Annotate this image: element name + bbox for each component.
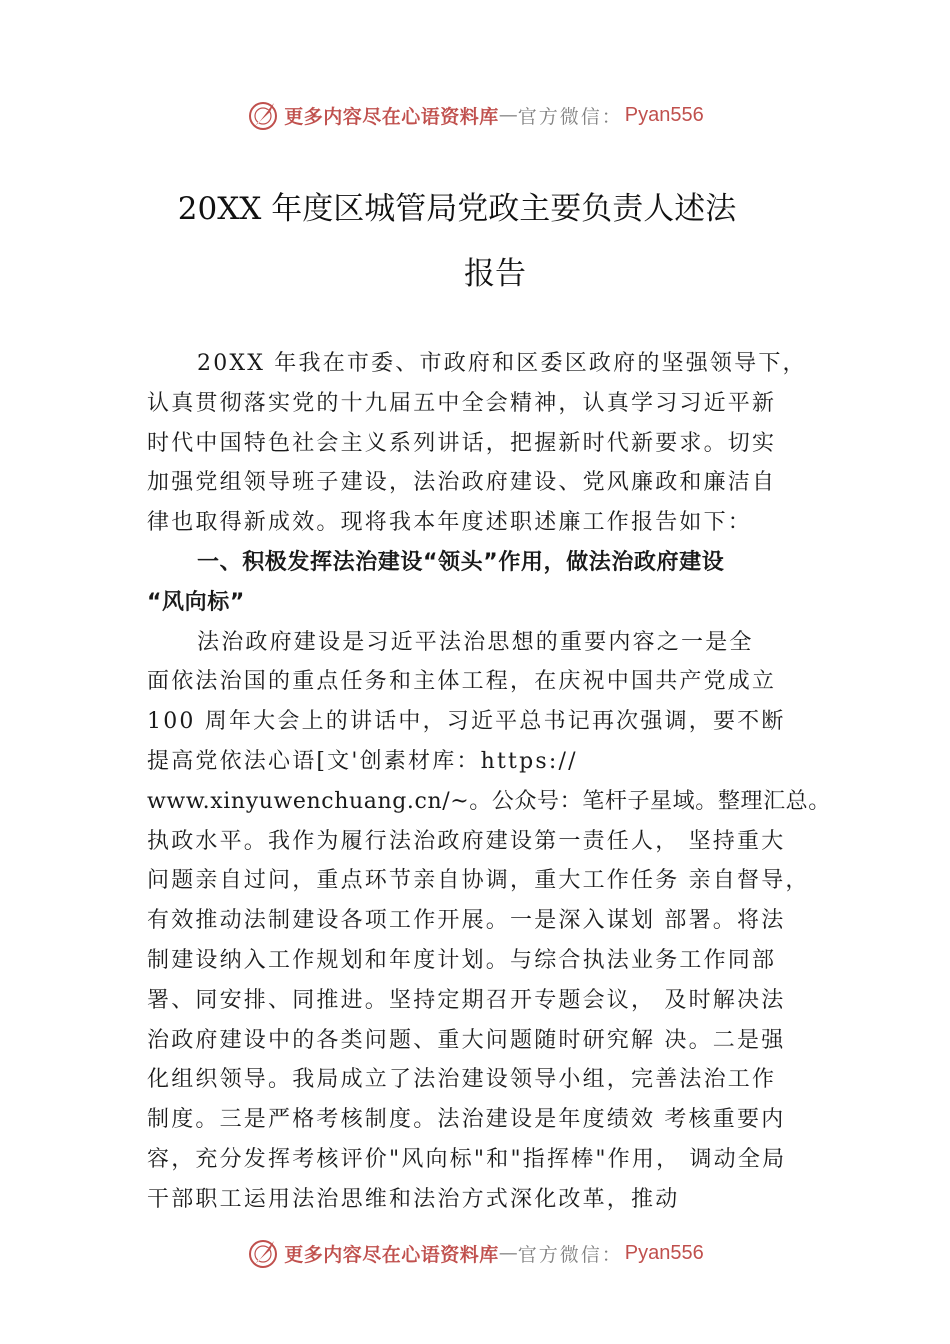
- text-line: 有效推动法制建设各项工作开展。一是深入谋划 部署。将法: [147, 908, 786, 934]
- document-title-line-2: 报告: [464, 256, 526, 292]
- text-line: 20XX 年我在市委、市政府和区委区政府的坚强领导下，: [197, 351, 807, 376]
- heading-line: 一、积极发挥法治建设“领头”作用，做法治政府建设: [197, 549, 725, 575]
- text-line: 100 周年大会上的讲话中，习近平总书记再次强调，要不断: [147, 709, 786, 735]
- banner-site-text: 更多内容尽在心语资料库: [284, 1243, 499, 1266]
- text-line: 问题亲自过问，重点环节亲自协调，重大工作任务 亲自督导，: [147, 868, 810, 894]
- text-line: 加强党组领导班子建设，法治政府建设、党风廉政和廉洁自: [147, 470, 777, 496]
- section-1-paragraph: [147, 623, 847, 1220]
- text-line: 制建设纳入工作规划和年度计划。与综合执法业务工作同部: [147, 947, 777, 973]
- footer-watermark-banner: [0, 1233, 950, 1273]
- quill-seal-icon: [246, 98, 280, 132]
- section-heading-1: [147, 543, 847, 623]
- text-line: 署、同安排、同推进。坚持定期召开专题会议， 及时解决法: [147, 987, 786, 1013]
- text-line: 治政府建设中的各类问题、重大问题随时研究解 决。二是强: [147, 1027, 786, 1053]
- banner-wechat-label: 官方微信：: [517, 1243, 623, 1266]
- intro-paragraph: [147, 344, 847, 543]
- text-line: 容，充分发挥考核评价"风向标"和"指挥棒"作用， 调动全局: [147, 1146, 787, 1172]
- text-line: 化组织领导。我局成立了法治建设领导小组，完善法治工作: [147, 1067, 777, 1093]
- quill-seal-icon: [246, 1236, 280, 1270]
- document-body: [147, 344, 847, 1220]
- text-line: 提高党依法心语[文'创素材库：https://: [147, 748, 578, 774]
- heading-line: “风向标”: [147, 589, 245, 615]
- text-line: 认真贯彻落实党的十九届五中全会精神，认真学习习近平新: [147, 390, 777, 416]
- banner-separator: —: [498, 1242, 518, 1264]
- document-title-line-1: 20XX 年度区城管局党政主要负责人述法: [177, 191, 737, 227]
- banner-site-text: 更多内容尽在心语资料库: [284, 105, 499, 128]
- banner-wechat-id: Pyan556: [624, 1241, 704, 1264]
- banner-separator: —: [498, 104, 518, 126]
- text-line: 时代中国特色社会主义系列讲话，把握新时代新要求。切实: [147, 430, 777, 456]
- header-watermark-banner: [0, 95, 950, 135]
- text-line: 执政水平。我作为履行法治政府建设第一责任人， 坚持重大: [147, 828, 786, 854]
- text-line: 面依法治国的重点任务和主体工程，在庆祝中国共产党成立: [147, 669, 777, 695]
- text-line: 制度。三是严格考核制度。法治建设是年度绩效 考核重要内: [147, 1107, 786, 1133]
- text-line: 律也取得新成效。现将我本年度述职述廉工作报告如下：: [147, 510, 753, 536]
- banner-wechat-label: 官方微信：: [517, 105, 623, 128]
- text-line-url: www.xinyuwenchuang.cn/~。公众号：笔杆子星域。整理汇总。: [147, 788, 831, 814]
- text-line: 法治政府建设是习近平法治思想的重要内容之一是全: [197, 629, 754, 655]
- banner-wechat-id: Pyan556: [624, 103, 704, 126]
- text-line: 干部职工运用法治思维和法治方式深化改革，推动: [147, 1186, 680, 1212]
